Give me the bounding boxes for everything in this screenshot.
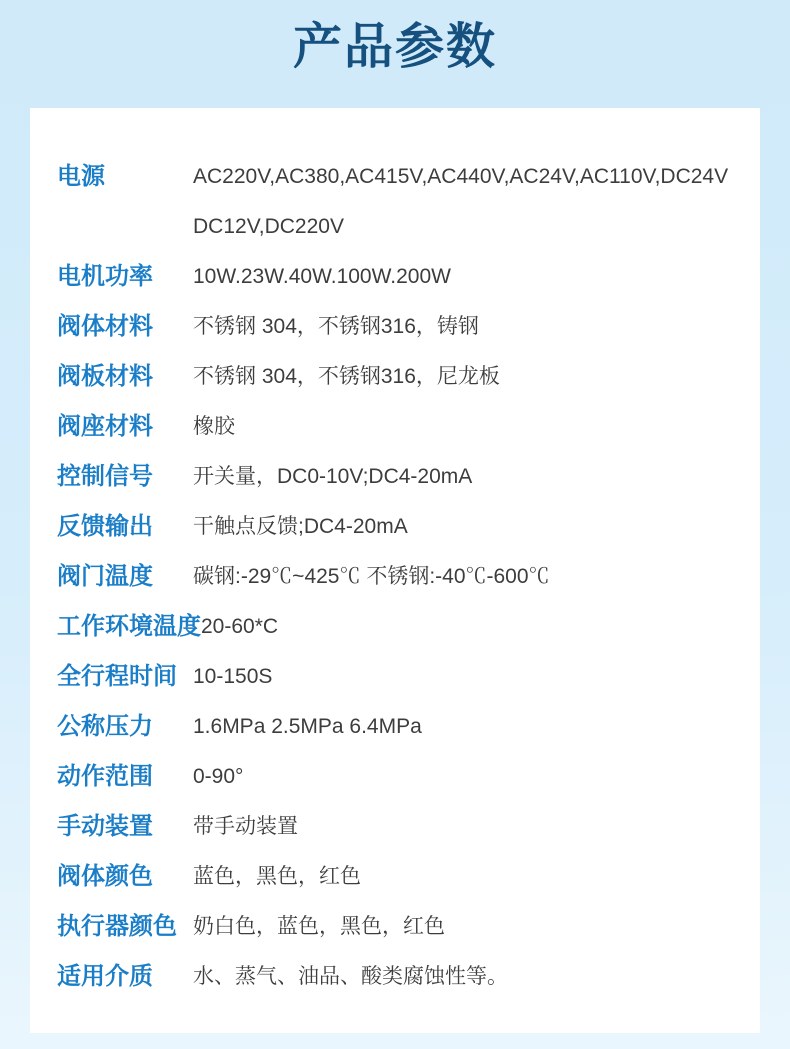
param-label: 全行程时间 [57,663,177,690]
param-label: 阀门温度 [57,563,153,590]
page-title: 产品参数 [292,20,497,74]
param-row-nominal-pressure [57,702,742,752]
param-label: 反馈输出 [57,513,153,540]
param-label: 工作环境温度 [57,613,201,640]
param-value: 橡胶 [193,415,235,438]
param-value: 10-150S [193,665,273,688]
param-row-body-color [57,852,742,902]
param-label: 动作范围 [57,763,153,790]
parameters-card [30,108,760,1033]
param-label: 电源 [57,163,105,190]
power-value-line-1: AC220V,AC380,AC415V,AC440V,AC24V,AC110V,DC24V [193,165,729,188]
param-row-body-material [57,302,742,352]
param-label: 电机功率 [57,263,153,290]
parameters-table [30,108,760,1002]
param-label: 适用介质 [57,963,153,990]
param-row-control-signal [57,452,742,502]
param-row-plate-material [57,352,742,402]
param-row-manual-device [57,802,742,852]
param-row-power [57,152,742,252]
param-value: 碳钢:-29℃~425℃ 不锈钢:-40℃-600℃ [193,565,550,588]
param-value: 带手动装置 [193,815,298,838]
param-value: 水、蒸气、油品、酸类腐蚀性等。 [193,965,508,988]
param-label: 手动装置 [57,813,153,840]
param-value: 奶白色，蓝色，黑色，红色 [193,915,445,938]
param-row-motor-power [57,252,742,302]
param-row-applicable-media [57,952,742,1002]
param-label: 控制信号 [57,463,153,490]
param-row-action-range [57,752,742,802]
param-row-seat-material [57,402,742,452]
param-value: 干触点反馈;DC4-20mA [193,515,408,538]
param-row-working-env-temperature [57,602,742,652]
param-label: 执行器颜色 [57,913,177,940]
param-label: 阀体材料 [57,313,153,340]
param-value: 1.6MPa 2.5MPa 6.4MPa [193,715,422,738]
param-value: 不锈钢 304，不锈钢316，尼龙板 [193,365,500,388]
param-value: 蓝色，黑色，红色 [193,865,361,888]
param-label: 公称压力 [57,713,153,740]
param-row-actuator-color [57,902,742,952]
param-value: 0-90° [193,765,244,788]
param-row-full-travel-time [57,652,742,702]
param-value: 开关量，DC0-10V;DC4-20mA [193,465,473,488]
power-value-line-2: DC12V,DC220V [193,215,344,238]
param-label: 阀体颜色 [57,863,153,890]
param-value: 10W.23W.40W.100W.200W [193,265,451,288]
param-row-valve-temperature [57,552,742,602]
param-label: 阀板材料 [57,363,153,390]
param-value: 20-60*C [201,615,279,638]
param-row-feedback-output [57,502,742,552]
param-label: 阀座材料 [57,413,153,440]
param-value: 不锈钢 304，不锈钢316，铸钢 [193,315,479,338]
param-value [193,152,742,252]
